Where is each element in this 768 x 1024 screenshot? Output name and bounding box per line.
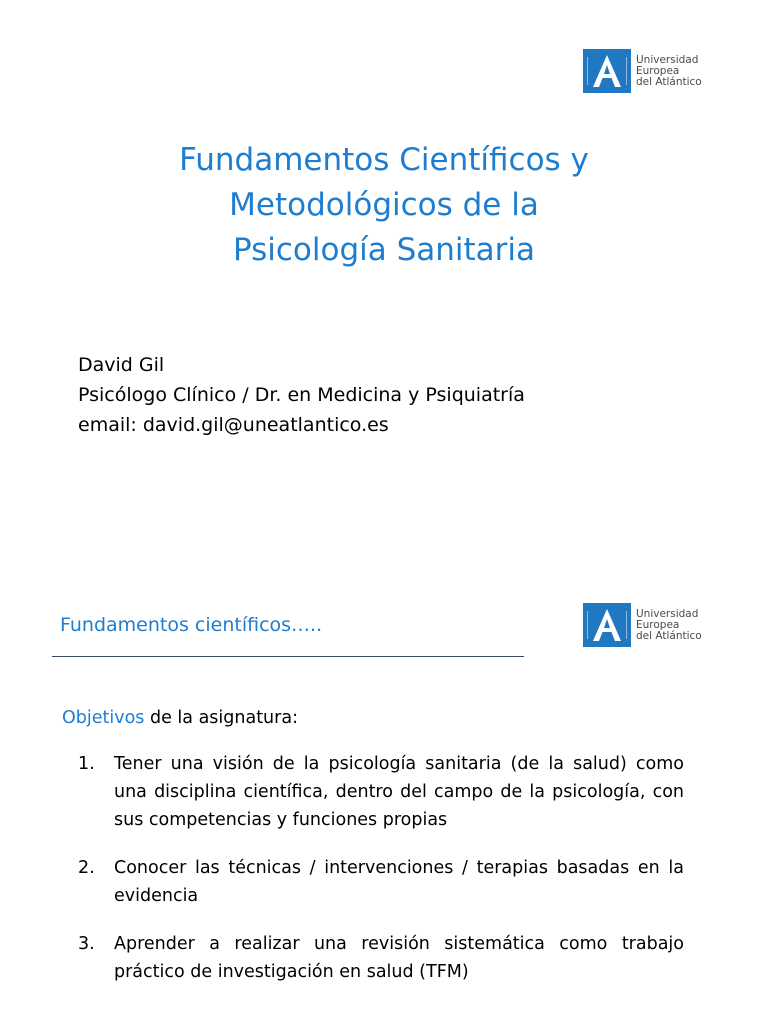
slide-title (0, 138, 768, 273)
logo-text-line-2: Europea (636, 618, 680, 631)
objectives-rest: de la asignatura: (144, 708, 298, 728)
objectives-accent: Objetivos (62, 708, 145, 728)
author-role: Psicólogo Clínico / Dr. en Medicina y Psiquiatría (78, 384, 525, 406)
slide-heading: Fundamentos científicos….. (60, 614, 323, 636)
list-item (78, 750, 684, 834)
logo-text-line-2: Europea (636, 64, 680, 77)
logo-text-line-3: del Atlántico (636, 75, 702, 88)
list-item-number: 2. (78, 858, 95, 878)
university-logo (583, 603, 702, 647)
author-block (78, 350, 525, 440)
heading-divider (52, 656, 524, 657)
title-line-2: Metodológicos de la (229, 187, 539, 223)
objectives-list (78, 750, 684, 1006)
list-item (78, 930, 684, 986)
logo-text-line-1: Universidad (636, 607, 699, 620)
logo-text-line-3: del Atlántico (636, 629, 702, 642)
objectives-slide (0, 590, 768, 1024)
author-email: email: david.gil@uneatlantico.es (78, 414, 389, 436)
title-line-3: Psicología Sanitaria (232, 232, 536, 268)
list-item-number: 3. (78, 934, 95, 954)
list-item-text: Tener una visión de la psicología sanitaria (de la salud) como una disciplina científica, dentro del campo de la psicología, con sus competencias y funciones propias (114, 754, 684, 830)
title-line-1: Fundamentos Científicos y (179, 142, 589, 178)
university-a-logo-icon (583, 603, 631, 647)
list-item-text: Aprender a realizar una revisión sistemática como trabajo práctico de investigación en salud (TFM) (114, 934, 684, 982)
list-item (78, 854, 684, 910)
university-a-logo-icon (583, 49, 631, 93)
list-item-text: Conocer las técnicas / intervenciones / terapias basadas en la evidencia (114, 858, 684, 906)
list-item-number: 1. (78, 754, 95, 774)
author-name: David Gil (78, 354, 165, 376)
objectives-label (62, 708, 298, 728)
logo-text-line-1: Universidad (636, 53, 699, 66)
university-logo (583, 49, 702, 93)
